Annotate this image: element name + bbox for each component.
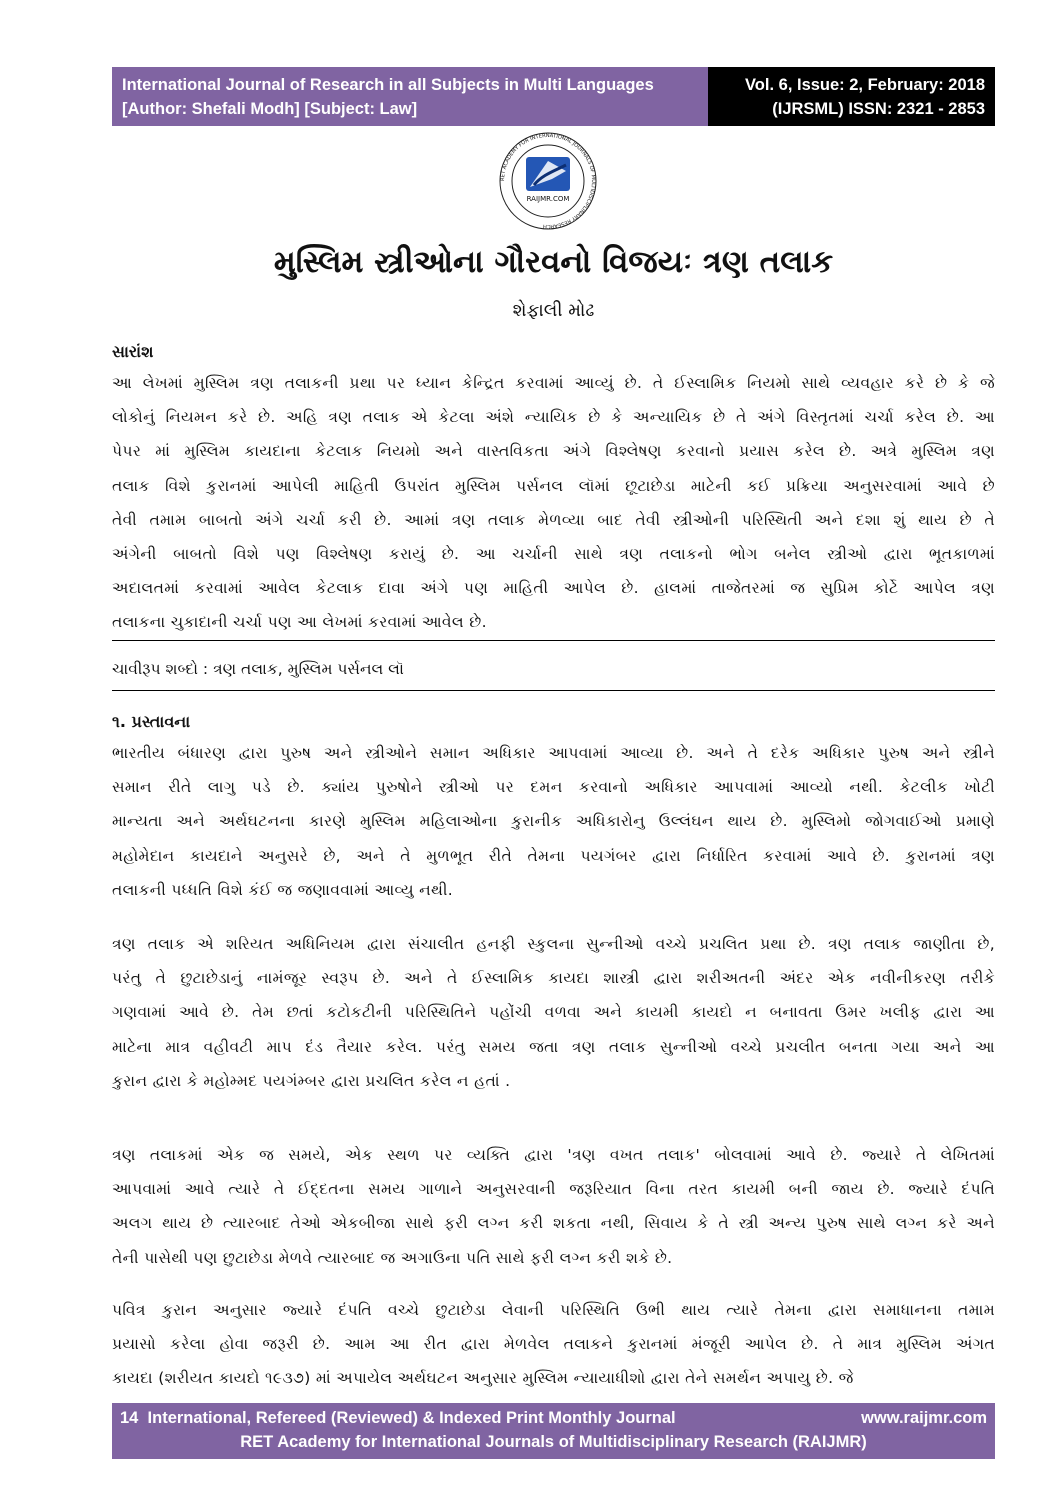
issn: (IJRSML) ISSN: 2321 - 2853	[772, 100, 985, 118]
abstract-line: પેપર માં મુસ્લિમ કાયદાના કેટલાક નિયમો અને વાસ્તવિકતા અંગે વિશ્લેષણ કરવાનો પ્રયાસ કરેલ છે. અત્રે મુસ્લિમ ત્રણ	[112, 442, 995, 461]
journal-seal-logo	[490, 131, 606, 231]
seal-center-text: RAIJMR.COM	[526, 195, 570, 203]
header-right-panel	[708, 67, 995, 126]
seal-ring-text: RET ACADEMY FOR INTERNATIONAL JOURNALS OF MULTIDISCIPLINARY RESEARCH	[499, 132, 597, 230]
intro-line: ભારતીય બંધારણ દ્વારા પુરુષ અને સ્ત્રીઓને સમાન અધિકાર આપવામાં આવ્યા છે. અને તે દરેક અધિકાર પુરુષ અને સ્ત્રીને	[112, 744, 995, 762]
journal-header	[112, 67, 995, 126]
intro-line: આપવામાં આવે ત્યારે તે ઈદ્દતના સમય ગાળાને અનુસરવાની જરૂરિયાત વિના તરત કાયમી બની જાય છે. જ્યારે દંપતિ	[112, 1180, 995, 1199]
intro-line: તેની પાસેથી પણ છુટાછેડા મેળવે ત્યારબાદ જ અગાઉના પતિ સાથે ફરી લગ્ન કરી શકે છે.	[112, 1248, 673, 1267]
intro-paragraph-4	[112, 1293, 995, 1396]
intro-line: પવિત્ર કુરાન અનુસાર જ્યારે દંપતિ વચ્ચે છુટાછેડા લેવાની પરિસ્થિતિ ઉભી થાય ત્યારે તેમના દ્વારા સમાધાનના તમામ	[112, 1301, 995, 1319]
intro-paragraph-3	[112, 1138, 995, 1275]
intro-line: ત્રણ તલાકમાં એક જ સમયે, એક સ્થળ પર વ્યક્તિ દ્વારા 'ત્રણ વખત તલાક' બોલવામાં આવે છે. જ્યારે તે લેખિતમાં	[112, 1146, 995, 1164]
intro-line: પ્રયાસો કરેલા હોવા જરૂરી છે. આમ આ રીત દ્વારા મેળવેલ તલાકને કુરાનમાં મંજૂરી આપેલ છે. તે માત્ર મુસ્લિમ અંગત	[112, 1335, 995, 1354]
journal-type: International, Refereed (Reviewed) & Indexed Print Monthly Journal	[147, 1409, 676, 1427]
page-number: 14	[120, 1409, 139, 1427]
abstract-line: તલાકના ચુકાદાની ચર્ચા પણ આ લેખમાં કરવામાં આવેલ છે.	[112, 613, 487, 632]
abstract-heading: સારાંશ	[112, 342, 154, 361]
intro-line: ગણવામાં આવે છે. તેમ છતાં કટોકટીની પરિસ્થિતિને પહોંચી વળવા અને કાયમી કાયદો ન બનાવતા ઉમર ખલીફ દ્વારા આ	[112, 1003, 995, 1022]
intro-line: પરંતુ તે છુટાછેડાનું નામંજૂર સ્વરૂપ છે. અને તે ઈસ્લામિક કાયદા શાસ્ત્રી દ્વારા શરીઅતની અંદર એક નવીનીકરણ તરીકે	[112, 969, 995, 988]
intro-line: માટેના માત્ર વહીવટી માપ દંડ તૈયાર કરેલ. પરંતુ સમય જતા ત્રણ તલાક સુન્નીઓ વચ્ચે પ્રચલીત બનતા ગયા અને આ	[112, 1037, 995, 1056]
paper-author: શેફાલી મોઢ	[512, 300, 595, 321]
author-subject: [Author: Shefali Modh] [Subject: Law]	[122, 100, 418, 118]
abstract-line: તેવી તમામ બાબતો અંગે ચર્ચા કરી છે. આમાં ત્રણ તલાક મેળવ્યા બાદ તેવી સ્ત્રીઓની પરિસ્થિતી અને દશા શું થાય છે તે	[112, 510, 995, 529]
intro-paragraph-2	[112, 927, 995, 1098]
intro-line: તલાકની પધ્ધતિ વિશે કંઈ જ જણાવવામાં આવ્યુ નથી.	[112, 880, 454, 899]
abstract-line: તલાક વિશે કુરાનમાં આપેલી માહિતી ઉપરાંત મુસ્લિમ પર્સનલ લૉમાં છૂટાછેડા માટેની કઈ પ્રક્રિયા અનુસરવામાં આવે છે	[112, 476, 995, 495]
header-left-panel	[112, 67, 708, 126]
intro-heading: ૧. પ્રસ્તાવના	[112, 712, 191, 731]
abstract-line: લોકોનું નિયમન કરે છે. અહિ ત્રણ તલાક એ કેટલા અંશે ન્યાયિક છે કે અન્યાયિક છે તે અંગે વિસ્તૃતમાં ચર્ચા કરેલ છે. આ	[112, 408, 995, 427]
intro-paragraph-1	[112, 736, 995, 907]
rule-top	[112, 640, 995, 641]
intro-line: મહોમેદાન કાયદાને અનુસરે છે, અને તે મુળભૂત રીતે તેમના પયગંબર દ્વારા નિર્ધારિત કરવામાં આવે છે. કુરાનમાં ત્રણ	[112, 846, 995, 865]
abstract-line: આ લેખમાં મુસ્લિમ ત્રણ તલાકની પ્રથા પર ધ્યાન કેન્દ્રિત કરવામાં આવ્યું છે. તે ઈસ્લામિક નિયમો સાથે વ્યવહાર કરે છે કે જે	[112, 374, 995, 392]
abstract-body	[112, 366, 995, 640]
keywords-line: ચાવીરૂપ શબ્દો : ત્રણ તલાક, મુસ્લિમ પર્સનલ લૉ	[112, 660, 404, 678]
intro-line: અલગ થાય છે ત્યારબાદ તેઓ એકબીજા સાથે ફરી લગ્ન કરી શકતા નથી, સિવાય કે તે સ્ત્રી અન્ય પુરુષ સાથે લગ્ન કરે અને	[112, 1214, 995, 1233]
website-link[interactable]: www.raijmr.com	[861, 1409, 987, 1427]
intro-line: કાયદા (શરીયત કાયદો ૧૯૩૭) માં અપાયેલ અર્થઘટન અનુસાર મુસ્લિમ ન્યાયાધીશો દ્વારા તેને સમર્થન અપાયુ છે. જે	[112, 1369, 854, 1388]
intro-line: માન્યતા અને અર્થઘટનના કારણે મુસ્લિમ મહિલાઓના કુરાનીક અધિકારોનુ ઉલ્લંઘન થાય છે. મુસ્લિમો જોગવાઈઓ પ્રમાણે	[112, 812, 995, 831]
journal-name: International Journal of Research in all Subjects in Multi Languages	[122, 76, 654, 94]
intro-line: કુરાન દ્વારા કે મહોમ્મદ પયગંમ્બર દ્વારા પ્રચલિત કરેલ ન હતાં .	[112, 1071, 511, 1090]
paper-title: મુસ્લિમ સ્ત્રીઓના ગૌરવનો વિજયઃ ત્રણ તલાક	[273, 244, 834, 280]
abstract-line: અંગેની બાબતો વિશે પણ વિશ્લેષણ કરાયું છે. આ ચર્ચાની સાથે ત્રણ તલાકનો ભોગ બનેલ સ્ત્રીઓ દ્વારા ભૂતકાળમાં	[112, 545, 995, 564]
rule-bottom	[112, 690, 995, 691]
journal-footer	[112, 1403, 995, 1459]
publisher-name: RET Academy for International Journals of Multidisciplinary Research (RAIJMR)	[240, 1433, 867, 1451]
abstract-line: અદાલતમાં કરવામાં આવેલ કેટલાક દાવા અંગે પણ માહિતી આપેલ છે. હાલમાં તાજેતરમાં જ સુપ્રિમ કોર્ટે આપેલ ત્રણ	[112, 579, 995, 598]
intro-line: સમાન રીતે લાગુ પડે છે. ક્યાંય પુરુષોને સ્ત્રીઓ પર દમન કરવાનો અધિકાર આપવામાં આવ્યો નથી. કેટલીક ખોટી	[112, 778, 995, 797]
intro-line: ત્રણ તલાક એ શરિયત અધિનિયમ દ્વારા સંચાલીત હનફી સ્કુલના સુન્નીઓ વચ્ચે પ્રચલિત પ્રથા છે. ત્રણ તલાક જાણીતા છે,	[112, 935, 995, 953]
volume-issue: Vol. 6, Issue: 2, February: 2018	[745, 76, 985, 94]
